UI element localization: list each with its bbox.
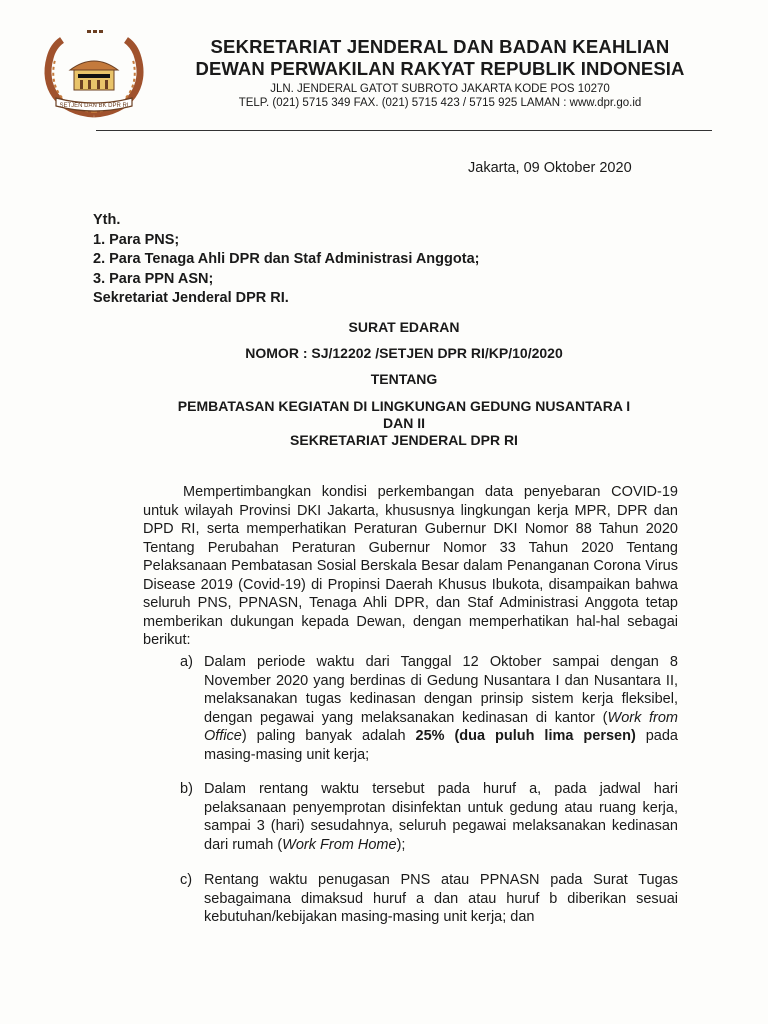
item-text <box>204 780 678 854</box>
org-address: JLN. JENDERAL GATOT SUBROTO JAKARTA KODE POS 10270 <box>270 83 610 95</box>
item-label: b) <box>180 781 193 797</box>
recipient-item: 3. Para PPN ASN; <box>93 270 214 287</box>
body-paragraph-text: Mempertimbangkan kondisi perkembangan data penyebaran COVID-19 untuk wilayah Provinsi DKI Jakarta, khususnya lingkungan kerja MPR, DPR dan DPD RI, serta memperhatikan Peraturan Gubernur DKI Nomor 88 Tahun 2020 Tentang Perubahan Peraturan Gubernur Nomor 33 Tahun 2020 Tentang Pelaksanaan Pembatasan Sosial Berskala Besar dalam Penanganan Corona Virus Disease 2019 (Covid-19) di Propinsi Daerah Khusus Ibukota, disampaikan bahwa seluruh PNS, PPNASN, Tenaga Ahli DPR, dan Staf Administrasi Anggota tetap memberikan dukungan kepada Dewan, dengan memperhatikan hal-hal sebagai berikut: <box>143 484 678 648</box>
letter-about: TENTANG <box>370 371 438 387</box>
logo-ribbon-text: SETJEN DAN BK DPR RI <box>59 103 129 109</box>
letter-type: SURAT EDARAN <box>348 319 460 335</box>
item-text: Rentang waktu penugasan PNS atau PPNASN pada Surat Tugas sebagaimana dimaksud huruf a dan atau huruf b diberikan sesuai kebutuhan/kebijakan masing-masing unit kerja; dan <box>204 872 678 925</box>
subject-line: DAN II <box>383 415 425 431</box>
recipients-block <box>93 211 479 309</box>
recipient-closing: Sekretariat Jenderal DPR RI. <box>93 290 289 306</box>
subject-line: SEKRETARIAT JENDERAL DPR RI <box>290 432 518 448</box>
list-item-b <box>180 780 678 854</box>
body-paragraph <box>143 483 678 650</box>
item-text-part: Dalam periode waktu dari Tanggal 12 Oktober sampai dengan 8 November 2020 yang berdinas di Gedung Nusantara I dan Nusantara II, melaksanakan tugas kedinasan dengan prinsip sistem kerja fleksibel, dengan pegawai yang melaksanakan kedinasan di kantor ( <box>204 654 678 726</box>
letter-subject <box>96 398 712 449</box>
salutation: Yth. <box>93 212 121 228</box>
subject-line: PEMBATASAN KEGIATAN DI LINGKUNGAN GEDUNG NUSANTARA I <box>177 398 631 414</box>
dpr-emblem-logo <box>38 28 150 120</box>
item-italic-term: Work from Office <box>204 709 679 744</box>
item-bold-term: 25% (dua puluh lima persen) <box>415 728 636 744</box>
letterhead-divider <box>96 130 712 131</box>
org-name-line1: SEKRETARIAT JENDERAL DAN BADAN KEAHLIAN <box>210 36 670 57</box>
item-text-part: pada masing-masing unit kerja; <box>204 728 678 763</box>
item-italic-term: Work From Home <box>282 836 397 853</box>
item-text-part: ); <box>396 836 406 853</box>
item-text-part: ) paling banyak adalah <box>241 728 416 744</box>
item-text-part: Dalam rentang waktu tersebut pada huruf a, pada jadwal hari pelaksanaan penyemprotan disinfektan untuk gedung atau ruang kerja, sampai 3 (hari) sesudahnya, seluruh pegawai melaksanakan kedinasan dari rumah ( <box>204 781 678 853</box>
letterhead <box>150 36 730 110</box>
list-item-c <box>180 871 678 927</box>
letter-titles <box>96 318 712 449</box>
recipient-item: 2. Para Tenaga Ahli DPR dan Staf Administrasi Anggota; <box>93 251 480 267</box>
letter-number: NOMOR : SJ/12202 /SETJEN DPR RI/KP/10/2020 <box>245 345 563 361</box>
item-label: c) <box>180 872 193 888</box>
item-text <box>204 653 678 764</box>
recipient-item: 1. Para PNS; <box>93 231 180 248</box>
item-label: a) <box>180 654 193 670</box>
letter-date: Jakarta, 09 Oktober 2020 <box>468 160 632 176</box>
org-contact: TELP. (021) 5715 349 FAX. (021) 5715 423 / 5715 925 LAMAN : www.dpr.go.id <box>238 97 642 109</box>
list-item-a <box>180 653 678 764</box>
org-name-line2: DEWAN PERWAKILAN RAKYAT REPUBLIK INDONESIA <box>195 58 685 79</box>
